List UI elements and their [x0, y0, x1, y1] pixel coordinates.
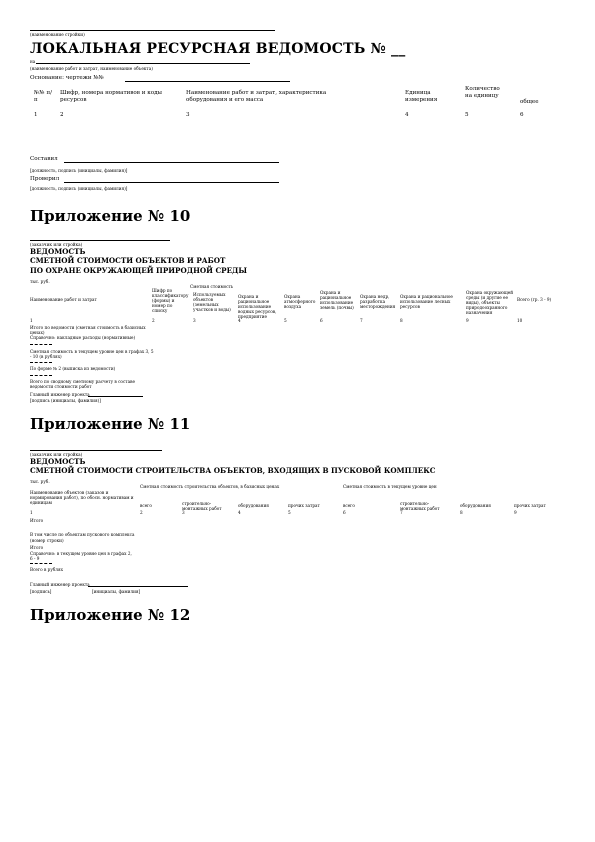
app11-row: [подпись] — [30, 589, 52, 594]
app10-num: 5 — [284, 318, 287, 323]
drawings-label: Основание: чертежи №№ — [30, 75, 104, 81]
app11-group-left: Сметная стоимость строительства объектов, в базисных ценах — [140, 484, 280, 489]
col-header: №№ п/п — [34, 90, 52, 103]
app11-col: строительно-монтажных работ — [182, 501, 222, 511]
sheet-title: ЛОКАЛЬНАЯ РЕСУРСНАЯ ВЕДОМОСТЬ № __ — [30, 41, 406, 57]
app10-col: Охрана и рациональное использование земель (почвы) — [320, 290, 354, 310]
app10-col: Всего (гр. 3 - 9) — [517, 297, 552, 302]
app11-row: Главный инженер проекта — [30, 582, 90, 587]
app10-title-line1: ВЕДОМОСТЬ — [30, 247, 86, 256]
app11-row: Справочно: в текущем уровне цен в графах 2, 6 - 9 — [30, 551, 132, 561]
signature-line — [88, 396, 143, 397]
col-num: 1 — [34, 112, 38, 118]
app10-num: 8 — [400, 318, 403, 323]
app10-row: Справочно: накладные расходы (нормативные) — [30, 335, 136, 340]
app10-num: 6 — [320, 318, 323, 323]
customer-line — [30, 450, 162, 451]
app11-col: строительно-монтажных работ — [400, 501, 440, 511]
app11-title-line1: ВЕДОМОСТЬ — [30, 457, 86, 466]
app11-row: [инициалы, фамилия] — [92, 589, 141, 594]
col-header: Наименование работ и затрат, характеристика оборудования и его масса — [186, 90, 327, 103]
app10-col: Охрана и рациональное использование водных ресурсов, предприятие — [238, 294, 277, 319]
col-num: 5 — [465, 112, 469, 118]
construction-line — [30, 30, 275, 31]
app11-num: 1 — [30, 510, 33, 515]
customer-line — [30, 240, 170, 241]
app10-num: 10 — [517, 318, 523, 323]
col-num: 2 — [60, 112, 64, 118]
units-label: тыс. руб. — [30, 279, 50, 284]
app11-row: Итого — [30, 545, 44, 550]
construction-caption: (наименование стройки) — [30, 32, 85, 37]
app11-row: Всего в рублях — [30, 567, 63, 572]
app11-title-line2: СМЕТНОЙ СТОИМОСТИ СТРОИТЕЛЬСТВА ОБЪЕКТОВ, ВХОДЯЩИХ В ПУСКОВОЙ КОМПЛЕКС — [30, 466, 436, 475]
app11-num: 9 — [514, 510, 517, 515]
col-num: 4 — [405, 112, 409, 118]
app11-col: оборудования — [238, 503, 269, 508]
appendix-10-heading: Приложение № 10 — [30, 207, 191, 225]
app10-row: Итого по ведомости (сметная стоимость в базисных ценах) — [30, 325, 146, 335]
col-header: Единица измерения — [405, 90, 438, 103]
app10-col: Охрана окружающей среды (и другие ее виды), объекты природоохранного назначения — [466, 290, 514, 315]
col-num: 3 — [186, 112, 190, 118]
app10-title-line3: ПО ОХРАНЕ ОКРУЖАЮЩЕЙ ПРИРОДНОЙ СРЕДЫ — [30, 266, 248, 275]
app10-row: Сметная стоимость в текущем уровне цен в графах 3, 5 - 10 (в рублях) — [30, 349, 154, 359]
divider — [30, 375, 52, 376]
app11-num: 8 — [460, 510, 463, 515]
app10-row: По форме № 2 (выписка из ведомости) — [30, 366, 116, 371]
drawings-line — [125, 81, 290, 82]
app11-num: 2 — [140, 510, 143, 515]
app10-row: Главный инженер проекта — [30, 392, 90, 397]
app10-col: Охрана и рациональное использование лесных ресурсов — [400, 294, 453, 309]
divider — [30, 362, 52, 363]
signature-line — [88, 586, 188, 587]
app11-col: оборудования — [460, 503, 491, 508]
checked-caption: [должность, подпись (инициалы, фамилия)] — [30, 186, 128, 191]
app11-group-right: Сметная стоимость в текущем уровне цен — [343, 484, 437, 489]
app10-col: Используемых объектов (земельных участков и воды) — [193, 292, 231, 312]
appendix-12-heading: Приложение № 12 — [30, 606, 191, 624]
app11-row: Итого — [30, 518, 44, 523]
work-caption: (наименование работ и затрат, наименование объекта) — [30, 66, 153, 71]
app10-num: 9 — [466, 318, 469, 323]
composed-caption: [должность, подпись (инициалы, фамилия)] — [30, 168, 128, 173]
app11-row: В том числе по объектам пускового комплекса — [30, 532, 135, 537]
app10-num: 4 — [238, 318, 241, 323]
app11-row: (номер строки) — [30, 538, 64, 543]
col-header: общее — [520, 99, 539, 105]
checked-label: Проверил — [30, 176, 60, 182]
col-header: Шифр, номера нормативов и коды ресурсов — [60, 90, 162, 103]
app11-num: 6 — [343, 510, 346, 515]
app10-title-line2: СМЕТНОЙ СТОИМОСТИ ОБЪЕКТОВ И РАБОТ — [30, 256, 226, 265]
divider — [30, 563, 52, 564]
app11-col: всего — [343, 503, 355, 508]
app10-col-group: Сметная стоимость — [190, 284, 234, 289]
app10-col: Охрана атмосферного воздуха — [284, 294, 316, 309]
app10-col: Охрана недр, разработка месторождения — [360, 294, 396, 309]
work-line — [36, 63, 250, 64]
app10-num: 2 — [152, 318, 155, 323]
composed-line — [64, 162, 279, 163]
app11-num: 7 — [400, 510, 403, 515]
app11-num: 3 — [182, 510, 185, 515]
units-label: тыс. руб. — [30, 479, 50, 484]
customer-caption: (заказчик или стройка) — [30, 452, 83, 457]
divider — [30, 344, 52, 345]
app11-col: всего — [140, 503, 152, 508]
col-header: Количество на единицу — [465, 86, 500, 99]
app11-num: 5 — [288, 510, 291, 515]
app10-row: [подпись (инициалы, фамилия)] — [30, 398, 101, 403]
app10-num: 3 — [193, 318, 196, 323]
app10-row: Всего по сводному сметному расчету в составе ведомости стоимости работ — [30, 379, 135, 389]
composed-label: Составил — [30, 156, 58, 162]
app10-col: Шифр по классификатору (формы) и номер по списку — [152, 288, 189, 313]
app11-num: 4 — [238, 510, 241, 515]
checked-line — [64, 182, 279, 183]
col-num: 6 — [520, 112, 524, 118]
on-label: на — [30, 59, 36, 64]
app11-col-name: Наименование объектов (заказов и нормирования работ), по обосн. нормативам и единицам — [30, 490, 134, 505]
customer-caption: (заказчик или стройка) — [30, 242, 83, 247]
app11-col: прочих затрат — [288, 503, 320, 508]
app10-col-name: Наименование работ и затрат — [30, 297, 97, 302]
app11-col: прочих затрат — [514, 503, 546, 508]
app10-num: 1 — [30, 318, 33, 323]
appendix-11-heading: Приложение № 11 — [30, 415, 191, 433]
app10-num: 7 — [360, 318, 363, 323]
